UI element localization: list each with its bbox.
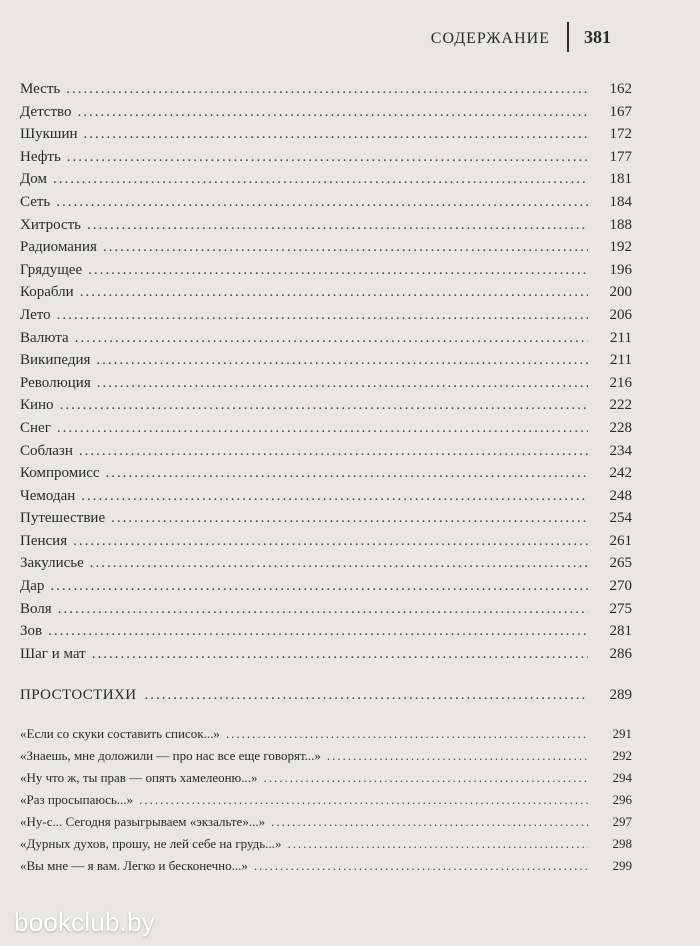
- page-header: [358, 18, 678, 66]
- header-divider: [567, 22, 569, 52]
- section-title: ПРОСТОСТИХИ: [20, 687, 137, 704]
- poem-title: «Если со скуки составить список...»: [20, 726, 220, 742]
- poem-title: «Ну что ж, ты прав — опять хамелеоню...»: [20, 770, 258, 786]
- poem-entry: [20, 811, 632, 833]
- running-title: СОДЕРЖАНИЕ: [430, 30, 550, 47]
- toc-entry-title: Радиомания: [20, 239, 97, 256]
- poem-page: 291: [612, 726, 632, 742]
- toc-entry-page: 192: [609, 239, 632, 256]
- toc-entry-title: Хитрость: [20, 216, 82, 233]
- toc-entry: [20, 485, 632, 508]
- toc-entry-title: Закулисье: [20, 555, 84, 572]
- toc-entry: [20, 598, 632, 621]
- poem-title: «Вы мне — я вам. Легко и бесконечно...»: [20, 858, 248, 874]
- dot-leader: [81, 485, 588, 508]
- dot-leader: [73, 530, 588, 553]
- toc-entry-page: 248: [609, 487, 632, 504]
- toc-entry-title: Грядущее: [20, 261, 83, 278]
- poem-page: 298: [612, 836, 632, 852]
- toc-entry: [20, 643, 632, 666]
- toc-entry-page: 281: [609, 623, 632, 640]
- toc-entry-page: 216: [609, 374, 632, 391]
- toc-entry-page: 222: [609, 397, 632, 414]
- table-of-contents: [20, 78, 632, 877]
- toc-entry-page: 200: [609, 284, 632, 301]
- toc-entry-page: 228: [609, 419, 632, 436]
- dot-leader: [271, 811, 588, 833]
- toc-entry-title: Компромисс: [20, 465, 100, 482]
- toc-entry-title: Шукшин: [20, 126, 78, 143]
- dot-leader: [144, 683, 588, 707]
- page-number: 381: [584, 27, 611, 47]
- toc-entry: [20, 620, 632, 643]
- poem-entry: [20, 723, 632, 745]
- toc-entry-page: 211: [610, 329, 632, 346]
- toc-entry-title: Соблазн: [20, 442, 73, 459]
- dot-leader: [57, 304, 588, 327]
- dot-leader: [60, 394, 588, 417]
- toc-entry-page: 211: [610, 352, 632, 369]
- dot-leader: [79, 440, 588, 463]
- poem-entry: [20, 833, 632, 855]
- dot-leader: [254, 855, 588, 877]
- toc-entry-page: 181: [609, 171, 632, 188]
- toc-entry-title: Путешествие: [20, 510, 106, 527]
- toc-entry: [20, 168, 632, 191]
- toc-entry-page: 234: [609, 442, 632, 459]
- toc-entry: [20, 507, 632, 530]
- dot-leader: [96, 349, 588, 372]
- toc-entry: [20, 281, 632, 304]
- toc-entry-page: 184: [609, 193, 632, 210]
- dot-leader: [103, 236, 588, 259]
- toc-entry: [20, 417, 632, 440]
- toc-entry: [20, 304, 632, 327]
- dot-leader: [327, 745, 588, 767]
- toc-entry: [20, 440, 632, 463]
- toc-entry-title: Нефть: [20, 148, 61, 165]
- toc-entry: [20, 530, 632, 553]
- dot-leader: [97, 372, 588, 395]
- toc-entry-title: Википедия: [20, 352, 91, 369]
- poem-page: 297: [612, 814, 632, 830]
- dot-leader: [84, 123, 588, 146]
- toc-entry-title: Валюта: [20, 329, 69, 346]
- dot-leader: [80, 281, 588, 304]
- poem-entry: [20, 745, 632, 767]
- poem-title: «Знаешь, мне доложили — про нас все еще говорят...»: [20, 748, 321, 764]
- dot-leader: [66, 78, 588, 101]
- toc-entry: [20, 123, 632, 146]
- dot-leader: [53, 168, 588, 191]
- dot-leader: [264, 767, 588, 789]
- dot-leader: [67, 146, 588, 169]
- toc-entry-page: 265: [609, 555, 632, 572]
- dot-leader: [58, 598, 588, 621]
- toc-entry-title: Месть: [20, 81, 61, 97]
- toc-entry-page: 167: [609, 103, 632, 120]
- toc-entry-page: 261: [609, 532, 632, 549]
- toc-entry-title: Дар: [20, 578, 45, 595]
- toc-entry-page: 286: [609, 645, 632, 662]
- poem-entry: [20, 789, 632, 811]
- section-page: 289: [609, 687, 632, 704]
- toc-entry-title: Кино: [20, 397, 54, 414]
- toc-entry-page: 188: [609, 216, 632, 233]
- toc-entry-title: Шаг и мат: [20, 645, 86, 662]
- toc-entry: [20, 372, 632, 395]
- chapter-list: [20, 78, 632, 665]
- toc-entry-title: Дом: [20, 171, 47, 188]
- toc-entry: [20, 146, 632, 169]
- poems-section: [20, 683, 632, 877]
- toc-entry-title: Воля: [20, 600, 52, 617]
- dot-leader: [139, 789, 588, 811]
- toc-entry: [20, 259, 632, 282]
- toc-entry: [20, 552, 632, 575]
- dot-leader: [111, 507, 588, 530]
- toc-entry-title: Сеть: [20, 193, 51, 210]
- toc-entry-title: Корабли: [20, 284, 74, 301]
- toc-entry: [20, 575, 632, 598]
- poem-title: «Раз просыпаюсь...»: [20, 792, 134, 808]
- toc-entry: [20, 101, 632, 124]
- dot-leader: [87, 214, 588, 237]
- section-heading-row: [20, 683, 632, 707]
- toc-entry-title: Пенсия: [20, 532, 68, 549]
- poem-page: 299: [612, 858, 632, 874]
- toc-entry-page: 196: [609, 261, 632, 278]
- toc-entry-page: 275: [609, 600, 632, 617]
- toc-entry: [20, 214, 632, 237]
- toc-entry-page: 162: [609, 81, 632, 97]
- toc-entry: [20, 394, 632, 417]
- toc-entry: [20, 327, 632, 350]
- dot-leader: [48, 620, 588, 643]
- toc-entry-title: Революция: [20, 374, 91, 391]
- toc-entry: [20, 78, 632, 101]
- toc-entry-title: Лето: [20, 306, 51, 323]
- site-watermark: bookclub.by: [14, 907, 155, 937]
- poem-title: «Ну-с... Сегодня разыгрываем «экзальте»...»: [20, 814, 266, 830]
- dot-leader: [57, 417, 588, 440]
- toc-entry-title: Детство: [20, 103, 72, 120]
- poem-page: 294: [612, 770, 632, 786]
- dot-leader: [78, 101, 588, 124]
- poem-entry: [20, 767, 632, 789]
- dot-leader: [50, 575, 588, 598]
- dot-leader: [88, 259, 588, 282]
- toc-entry-title: Чемодан: [20, 487, 76, 504]
- toc-entry-page: 270: [609, 578, 632, 595]
- dot-leader: [106, 462, 588, 485]
- toc-entry-page: 254: [609, 510, 632, 527]
- poem-entry: [20, 855, 632, 877]
- toc-entry-title: Зов: [20, 623, 43, 640]
- toc-entry: [20, 236, 632, 259]
- toc-entry-title: Снег: [20, 419, 51, 436]
- toc-entry-page: 206: [609, 306, 632, 323]
- dot-leader: [56, 191, 588, 214]
- poem-title: «Дурных духов, прошу, не лей себе на грудь...»: [20, 836, 282, 852]
- toc-entry-page: 177: [609, 148, 632, 165]
- dot-leader: [92, 643, 588, 666]
- toc-entry-page: 242: [609, 465, 632, 482]
- poem-page: 292: [612, 748, 632, 764]
- toc-entry: [20, 191, 632, 214]
- toc-entry-page: 172: [609, 126, 632, 143]
- dot-leader: [287, 833, 588, 855]
- dot-leader: [75, 327, 588, 350]
- dot-leader: [90, 552, 588, 575]
- poem-list: [20, 723, 632, 877]
- poem-page: 296: [612, 792, 632, 808]
- dot-leader: [226, 723, 588, 745]
- toc-entry: [20, 462, 632, 485]
- toc-entry: [20, 349, 632, 372]
